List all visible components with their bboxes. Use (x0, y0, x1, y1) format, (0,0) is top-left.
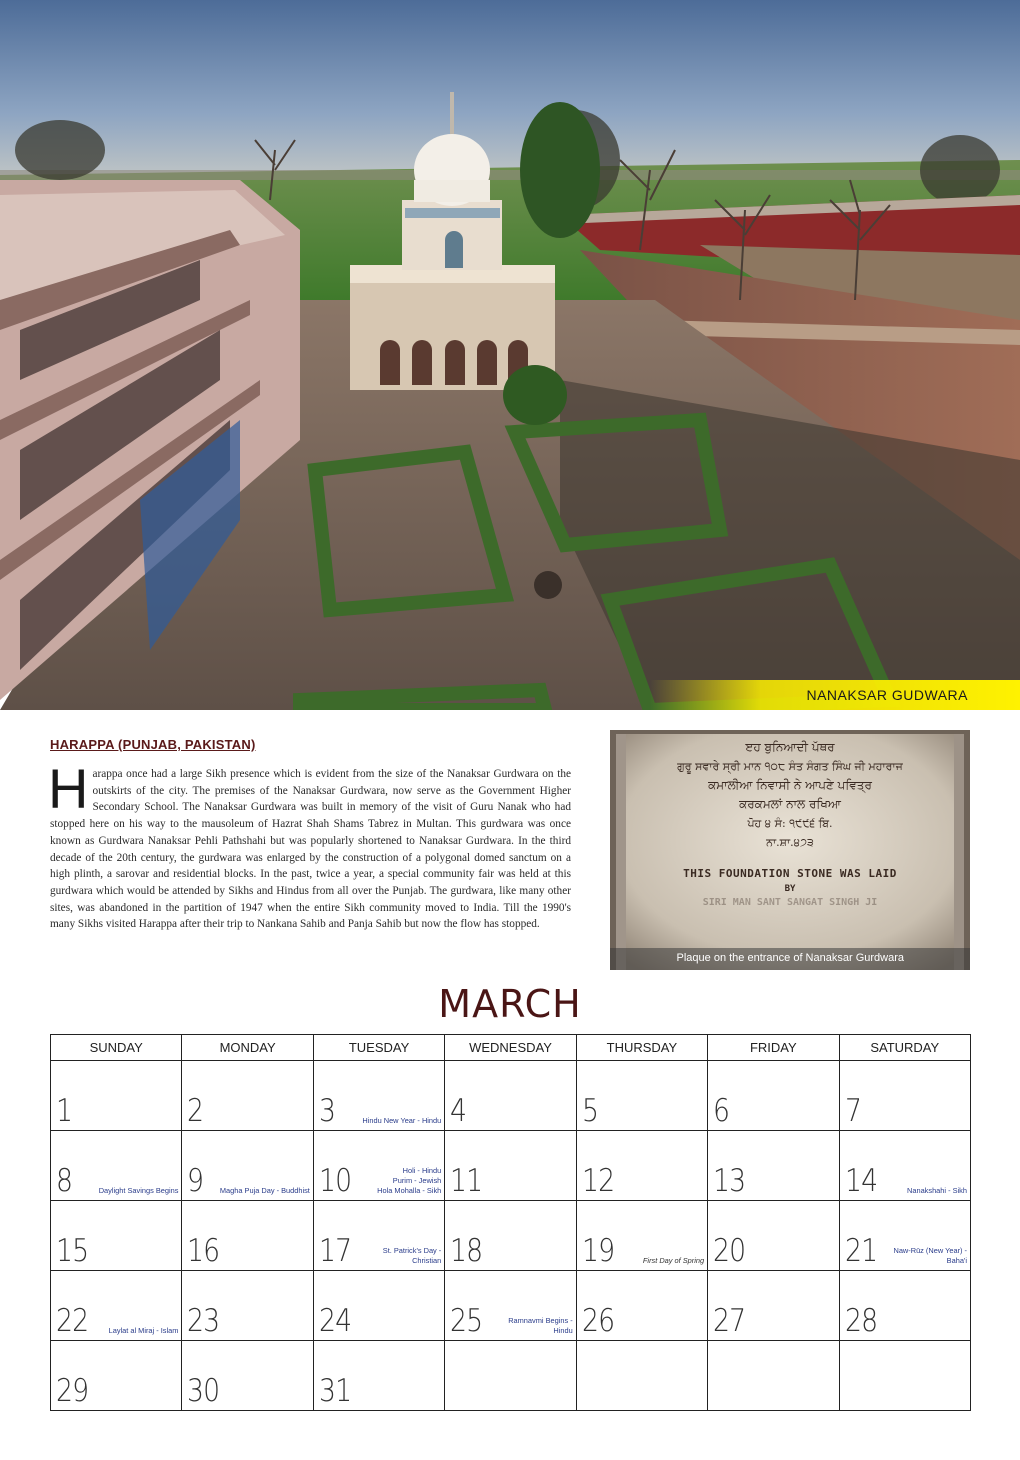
day-number: 16 (187, 1233, 220, 1269)
calendar-day-cell[interactable] (839, 1271, 970, 1341)
article-text: arappa once had a large Sikh presence which is evident from the size of the Nanaksar Gurdwara on the outskirts of the city. The premises of the Nanaksar Gurdwara, now serve as the Government Higher Secondary School. The Nanaksar Gurdwara was built in memory of the visit of Guru Nanak who had stopped here on his way to the mausoleum of Hazrat Shah Shams Tabrez in Multan. This gurdwara was once known as Gurdwara Nanaksar Pehli Pathshahi but was popularly shortened to Nanaksar Gurdwara. In the third decade of the 20th century, the gurdwara was enlarged by the construction of a polygonal domed sanctum on a high plinth, a sarovar and residential blocks. In the past, twice a year, a special community fair was held at this gurdwara which would be attended by Sikhs and Hindus from all over the Punjab. The gurdwara, like many other sites, was abandoned in the partition of 1947 when the entire Sikh community moved to India. Till the 1990's many Sikhs visited Harappa after their trip to Nankana Sahib and Panja Sahib but now the flow has stopped. (50, 768, 571, 931)
calendar-grid (50, 1034, 971, 1411)
calendar-day-cell[interactable] (839, 1131, 970, 1201)
weekday-tuesday: TUESDAY (313, 1035, 444, 1061)
calendar-day-cell[interactable] (576, 1131, 707, 1201)
day-number: 20 (713, 1233, 746, 1269)
inscription-line: ਕਮਾਲੀਆ ਨਿਵਾਸੀ ਨੇ ਆਪਣੇ ਪਵਿਤ੍ਰ (708, 778, 872, 792)
plaque-inscription (610, 738, 970, 910)
day-number: 22 (56, 1303, 89, 1339)
calendar-day-cell[interactable] (313, 1131, 444, 1201)
calendar-week-row (51, 1201, 971, 1271)
day-number: 6 (713, 1093, 730, 1129)
event-label: Purim - Jewish (392, 1176, 442, 1185)
event-label: Nanakshahi - Sikh (907, 1186, 967, 1195)
day-number: 11 (450, 1163, 483, 1199)
calendar-week-row (51, 1131, 971, 1201)
calendar-day-cell[interactable] (51, 1271, 182, 1341)
calendar-day-cell[interactable] (313, 1201, 444, 1271)
inscription-line: SIRI MAN SANT SANGAT SINGH JI (702, 897, 878, 908)
weekday-sunday: SUNDAY (51, 1035, 182, 1061)
event-label: St. Patrick's Day - (382, 1246, 442, 1255)
event-label: Christian (412, 1256, 442, 1265)
calendar-day-cell[interactable] (576, 1341, 707, 1411)
event-label: Hindu (553, 1326, 573, 1335)
day-events (508, 1316, 572, 1336)
day-number: 15 (56, 1233, 89, 1269)
calendar-week-row (51, 1061, 971, 1131)
calendar-day-cell[interactable] (182, 1061, 313, 1131)
article-title: HARAPPA (PUNJAB, PAKISTAN) (50, 737, 256, 752)
month-title: MARCH (438, 982, 582, 1026)
hero-photo (0, 0, 1020, 710)
day-number: 14 (844, 1163, 877, 1199)
day-number: 29 (56, 1373, 89, 1409)
inscription-line: ਕਰਕਮਲਾਂ ਨਾਲ ਰਖਿਆ (739, 797, 841, 811)
weekday-header-row (51, 1035, 971, 1061)
day-number: 31 (318, 1373, 352, 1409)
day-number: 17 (318, 1233, 352, 1269)
day-number: 19 (581, 1233, 614, 1269)
calendar-day-cell[interactable] (445, 1271, 576, 1341)
event-label: Holi - Hindu (402, 1166, 442, 1175)
calendar-day-cell[interactable] (445, 1341, 576, 1411)
calendar-day-cell[interactable] (708, 1131, 839, 1201)
calendar-day-cell[interactable] (51, 1201, 182, 1271)
day-number: 18 (450, 1233, 483, 1269)
calendar-day-cell[interactable] (445, 1201, 576, 1271)
calendar-day-cell[interactable] (708, 1201, 839, 1271)
inscription-line: ਨਾ.ਸ਼ਾ.੪੭੩ (766, 836, 814, 849)
calendar-day-cell[interactable] (182, 1131, 313, 1201)
day-events (643, 1256, 704, 1266)
calendar-body (51, 1061, 971, 1411)
plaque-caption: Plaque on the entrance of Nanaksar Gurdwara (610, 948, 970, 970)
event-label: Hola Mohalla - Sikh (377, 1186, 442, 1195)
day-events (907, 1186, 967, 1196)
event-label: Hindu New Year - Hindu (362, 1116, 442, 1125)
calendar-week-row (51, 1341, 971, 1411)
day-number: 25 (450, 1303, 483, 1339)
photo-caption: NANAKSAR GUDWARA (650, 680, 1020, 710)
day-number: 24 (318, 1303, 352, 1339)
day-events (99, 1186, 179, 1196)
day-number: 4 (450, 1093, 467, 1129)
day-number: 3 (318, 1093, 335, 1129)
calendar-day-cell[interactable] (445, 1061, 576, 1131)
calendar-day-cell[interactable] (839, 1201, 970, 1271)
gurdwara-courtyard-image (0, 0, 1020, 710)
day-events (362, 1116, 441, 1126)
day-number: 8 (56, 1163, 73, 1199)
weekday-monday: MONDAY (182, 1035, 313, 1061)
day-events (220, 1186, 310, 1196)
calendar-day-cell[interactable] (182, 1341, 313, 1411)
event-label: Ramnavmi Begins - (508, 1316, 573, 1325)
calendar-week-row (51, 1271, 971, 1341)
calendar-day-cell[interactable] (313, 1271, 444, 1341)
event-label: Baha'i (946, 1256, 967, 1265)
inscription-line: ੲਹ ਬੁਨਿਆਦੀ ਪੱਥਰ (745, 740, 835, 754)
day-events (383, 1246, 442, 1266)
calendar-day-cell[interactable] (576, 1271, 707, 1341)
plaque-photo (610, 730, 970, 970)
calendar-day-cell[interactable] (576, 1201, 707, 1271)
inscription-line: ਗੁਰੂ ਸਵਾਰੇ ਸ੍ਰੀ ਮਾਨ ੧੦੮ ਸੰਤ ਸੰਗਤ ਸਿੰਘ ਜੀ ਮਹਾਰਾਜ (677, 760, 903, 773)
day-number: 28 (844, 1303, 877, 1339)
calendar-day-cell[interactable] (708, 1271, 839, 1341)
calendar-day-cell[interactable] (839, 1061, 970, 1131)
calendar-day-cell[interactable] (51, 1061, 182, 1131)
calendar-day-cell[interactable] (445, 1131, 576, 1201)
day-number: 26 (581, 1303, 614, 1339)
event-label: Laylat al Miraj - Islam (108, 1326, 179, 1335)
weekday-friday: FRIDAY (708, 1035, 839, 1061)
weekday-wednesday: WEDNESDAY (445, 1035, 576, 1061)
calendar-day-cell[interactable] (313, 1341, 444, 1411)
inscription-line: THIS FOUNDATION STONE WAS LAID (683, 867, 897, 880)
day-events (109, 1326, 179, 1336)
day-events (893, 1246, 967, 1266)
day-number: 10 (318, 1163, 352, 1199)
day-number: 1 (56, 1093, 73, 1129)
event-label: Magha Puja Day - Buddhist (219, 1186, 310, 1195)
event-label: Daylight Savings Begins (98, 1186, 179, 1195)
calendar-day-cell[interactable] (51, 1131, 182, 1201)
event-label: First Day of Spring (642, 1256, 705, 1265)
day-number: 21 (844, 1233, 877, 1269)
calendar-day-cell[interactable] (313, 1061, 444, 1131)
drop-cap: H (48, 757, 89, 820)
calendar-day-cell[interactable] (182, 1271, 313, 1341)
calendar-day-cell[interactable] (576, 1061, 707, 1131)
day-number: 30 (187, 1373, 220, 1409)
calendar-day-cell[interactable] (839, 1341, 970, 1411)
calendar-day-cell[interactable] (708, 1061, 839, 1131)
calendar-day-cell[interactable] (708, 1341, 839, 1411)
event-label: Naw-Rūz (New Year) - (893, 1246, 967, 1255)
day-number: 7 (844, 1093, 861, 1129)
day-number: 2 (187, 1093, 204, 1129)
weekday-thursday: THURSDAY (576, 1035, 707, 1061)
inscription-line: ਪੋਹ ੪ ਸੰ: ੧੯੯੬ ਬਿ. (747, 817, 833, 830)
calendar-day-cell[interactable] (182, 1201, 313, 1271)
calendar-day-cell[interactable] (51, 1341, 182, 1411)
day-number: 13 (713, 1163, 746, 1199)
day-events (377, 1166, 441, 1196)
inscription-line: BY (784, 884, 796, 894)
weekday-saturday: SATURDAY (839, 1035, 970, 1061)
article-body (48, 757, 571, 933)
day-number: 12 (581, 1163, 614, 1199)
day-number: 27 (713, 1303, 746, 1339)
day-number: 23 (187, 1303, 220, 1339)
day-number: 5 (581, 1093, 598, 1129)
day-number: 9 (187, 1163, 204, 1199)
